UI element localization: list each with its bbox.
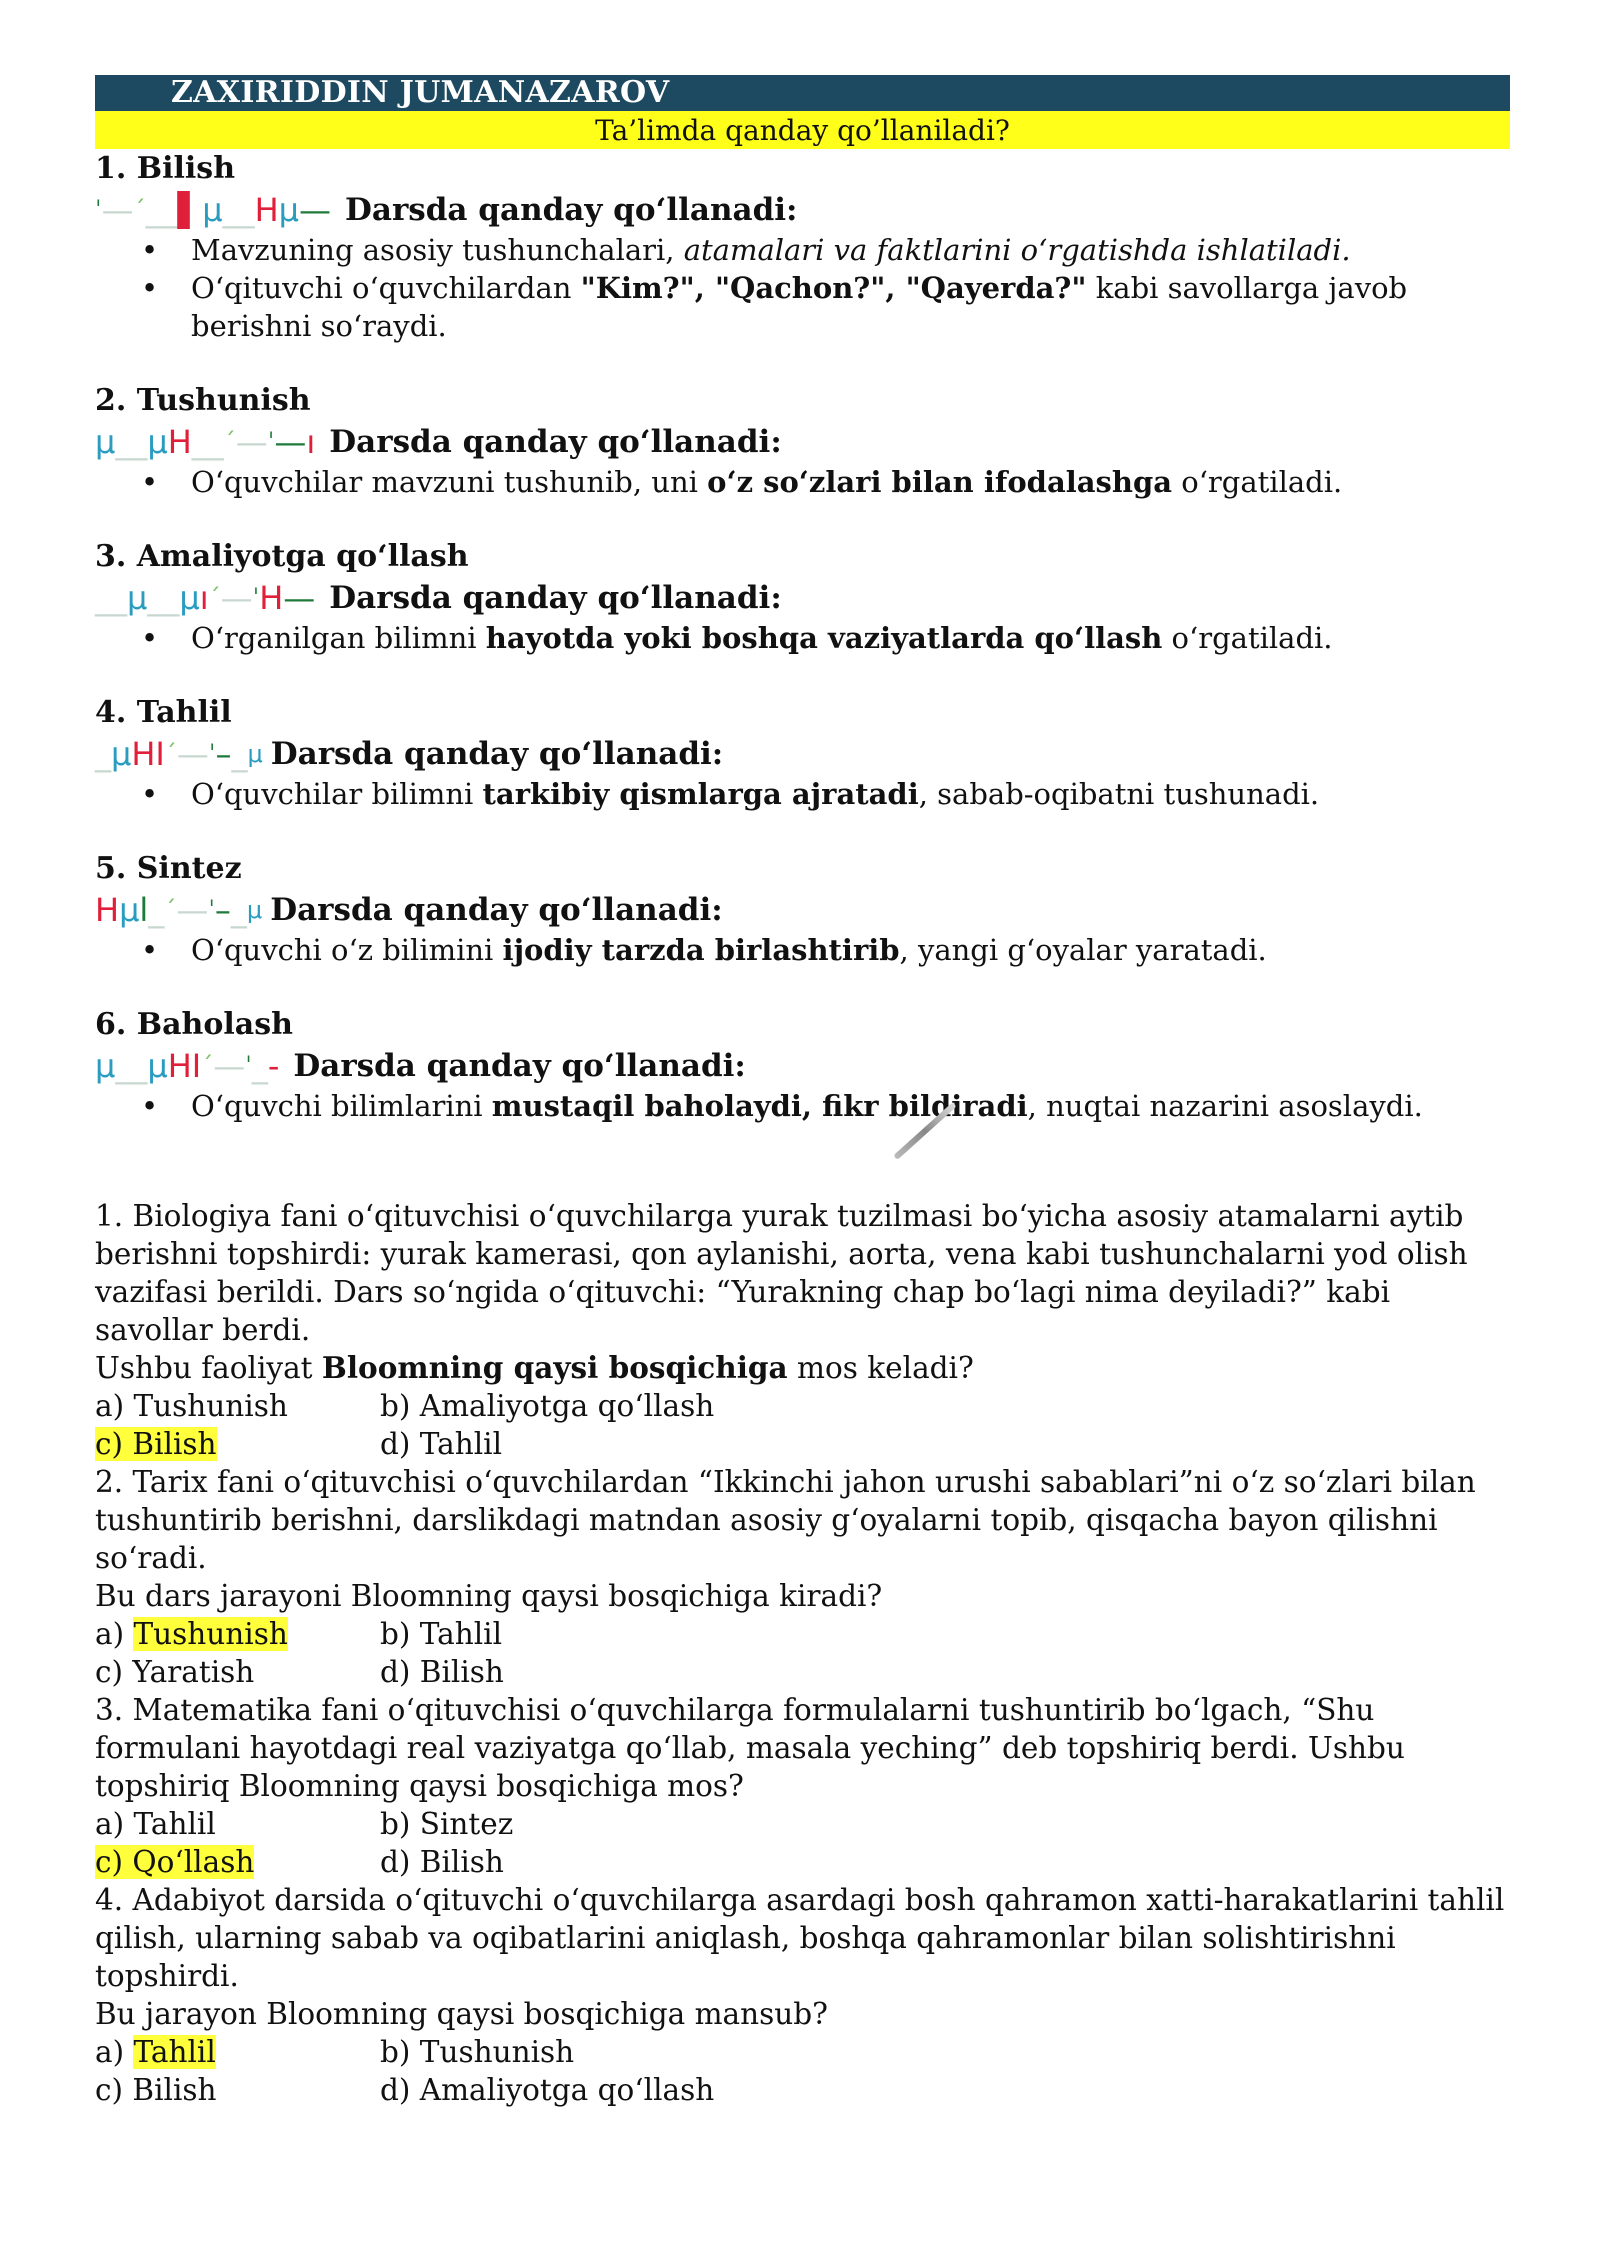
option-b: b) Amaliyotga qo‘llash — [380, 1389, 715, 1423]
correct-answer-highlight: Tushunish — [133, 1617, 288, 1651]
usage-row — [95, 889, 1510, 931]
list-item: • O‘quvchi o‘z bilimini ijodiy tarzda birlashtirib, yangi g‘oyalar yaratadi. — [191, 931, 1510, 969]
usage-label: Darsda qanday qo‘llanadi: — [270, 892, 723, 928]
options-row — [95, 2033, 1510, 2071]
options-row — [95, 1653, 1510, 1691]
bullet-list — [95, 463, 1510, 501]
correct-answer-highlight: c) Qo‘llash — [95, 1845, 255, 1879]
section-amaliyotga-qollash — [95, 537, 1510, 657]
section-tushunish — [95, 381, 1510, 501]
option-b: b) Tahlil — [380, 1617, 503, 1651]
options-row — [95, 1387, 1510, 1425]
question-2 — [95, 1463, 1510, 1691]
option-a: a) Tahlil — [95, 1807, 216, 1841]
options-row — [95, 1615, 1510, 1653]
option-a: a) Tushunish — [95, 1389, 288, 1423]
options-row — [95, 2071, 1510, 2109]
section-title: 2. Tushunish — [95, 383, 311, 418]
usage-label: Darsda qanday qo‘llanadi: — [293, 1048, 746, 1084]
section-title: 1. Bilish — [95, 151, 236, 186]
usage-label: Darsda qanday qo‘llanadi: — [345, 192, 798, 228]
question-prompt: Bu jarayon Bloomning qaysi bosqichiga mansub? — [95, 1997, 828, 2031]
section-baholash — [95, 1005, 1510, 1125]
usage-label: Darsda qanday qo‘llanadi: — [270, 736, 724, 772]
usage-row — [95, 733, 1510, 775]
usage-row — [95, 421, 1510, 463]
options-row — [95, 1805, 1510, 1843]
section-bilish — [95, 149, 1510, 345]
bullet-list — [95, 1087, 1510, 1125]
usage-row — [95, 1045, 1510, 1087]
question-text: 1. Biologiya fani o‘qituvchisi o‘quvchilarga yurak tuzilmasi bo‘yicha asosiy atamalarni aytib berishni topshirdi: yurak kamerasi, qon aylanishi, aorta, vena kabi tushunchalarni yod olish vazifasi berildi. Dars so‘ngida o‘qituvchi: “Yurakning chap bo‘lagi nima deyiladi?” kabi savollar berdi. — [95, 1199, 1468, 1347]
decorative-glyphs-icon: __ μ __ μ ı ˊ — ˈ H — — [95, 579, 316, 617]
list-item: • O‘quvchi bilimlarini mustaqil baholaydi, fikr bildiradi, nuqtai nazarini asoslaydi. — [191, 1087, 1510, 1125]
document-page — [95, 75, 1510, 2109]
section-title: 6. Baholash — [95, 1007, 293, 1042]
section-title: 4. Tahlil — [95, 695, 232, 730]
usage-label: Darsda qanday qo‘llanadi: — [329, 580, 782, 616]
question-prompt: Ushbu faoliyat Bloomning qaysi bosqichiga mos keladi? — [95, 1350, 974, 1385]
list-item: • O‘quvchilar bilimni tarkibiy qismlarga ajratadi, sabab-oqibatni tushunadi. — [191, 775, 1510, 813]
options-row — [95, 1843, 1510, 1881]
option-d: d) Amaliyotga qo‘llash — [380, 2073, 715, 2107]
list-item: • O‘rganilgan bilimni hayotda yoki boshqa vaziyatlarda qo‘llash o‘rgatiladi. — [191, 619, 1510, 657]
section-title: 5. Sintez — [95, 851, 242, 886]
list-item: • O‘quvchilar mavzuni tushunib, uni o‘z so‘zlari bilan ifodalashga o‘rgatiladi. — [191, 463, 1510, 501]
usage-row — [95, 577, 1510, 619]
decorative-glyphs-icon: ˈ — ˊ __ ▌ μ __ H μ — — [95, 191, 331, 229]
author-banner: ZAXIRIDDIN JUMANAZAROV — [95, 75, 1510, 111]
option-c — [95, 1843, 380, 1881]
section-sintez — [95, 849, 1510, 969]
option-d: d) Bilish — [380, 1655, 504, 1689]
bullet-list — [95, 231, 1510, 345]
bullet-list — [95, 931, 1510, 969]
decorative-glyphs-icon: μ __ μ HI ˊ — ˈ _ - — [95, 1047, 280, 1085]
question-text: 3. Matematika fani o‘qituvchisi o‘quvchilarga formulalarni tushuntirib bo‘lgach, “Shu formulani hayotdagi real vaziyatga qo‘llab, masala yeching” deb topshiriq berdi. Ushbu topshiriq Bloomning qaysi bosqichiga mos? — [95, 1693, 1405, 1803]
question-4 — [95, 1881, 1510, 2109]
question-3 — [95, 1691, 1510, 1881]
options-row — [95, 1425, 1510, 1463]
question-text: 2. Tarix fani o‘qituvchisi o‘quvchilardan “Ikkinchi jahon urushi sabablari”ni o‘z so‘zlari bilan tushuntirib berishni, darslikdagi matndan asosiy g‘oyalarni topib, qisqacha bayon qilishni so‘radi. — [95, 1465, 1476, 1575]
option-c: c) Bilish — [95, 2073, 217, 2107]
subtitle-banner: Ta’limda qanday qo’llaniladi? — [95, 111, 1510, 149]
bullet-list — [95, 775, 1510, 813]
option-a: a) Tahlil — [95, 2035, 216, 2069]
list-item: • O‘qituvchi o‘quvchilardan "Kim?", "Qachon?", "Qayerda?" kabi savollarga javob berishni so‘raydi. — [191, 269, 1510, 345]
question-text: 4. Adabiyot darsida o‘qituvchi o‘quvchilarga asardagi bosh qahramon xatti-harakatlarini tahlil qilish, ularning sabab va oqibatlarini aniqlash, boshqa qahramonlar bilan solishtirishni topshirdi. — [95, 1883, 1505, 1993]
option-b: b) Tushunish — [380, 2035, 575, 2069]
option-b: b) Sintez — [380, 1807, 514, 1841]
decorative-glyphs-icon: _ μ HI ˊ — ˈ – _ μ — [95, 735, 263, 773]
decorative-glyphs-icon: μ __ μ H __ ˊ — ˈ — ı — [95, 423, 316, 461]
section-title: 3. Amaliyotga qo‘llash — [95, 539, 469, 574]
usage-row — [95, 189, 1510, 231]
correct-answer-highlight: c) Bilish — [95, 1427, 217, 1461]
option-a: a) Tushunish — [95, 1617, 288, 1651]
option-c — [95, 1425, 380, 1463]
correct-answer-highlight: Tahlil — [133, 2035, 216, 2069]
usage-label: Darsda qanday qo‘llanadi: — [329, 424, 782, 460]
option-d: d) Tahlil — [380, 1427, 503, 1461]
option-d: d) Bilish — [380, 1845, 504, 1879]
list-item: • Mavzuning asosiy tushunchalari, atamalari va faktlarini o‘rgatishda ishlatiladi. — [191, 231, 1510, 269]
decorative-glyphs-icon: H μ l _ ˊ — ˈ – _ μ — [95, 891, 263, 929]
section-tahlil — [95, 693, 1510, 813]
question-prompt: Bu dars jarayoni Bloomning qaysi bosqichiga kiradi? — [95, 1579, 883, 1613]
question-1 — [95, 1197, 1510, 1463]
bullet-list — [95, 619, 1510, 657]
option-c: c) Yaratish — [95, 1655, 255, 1689]
